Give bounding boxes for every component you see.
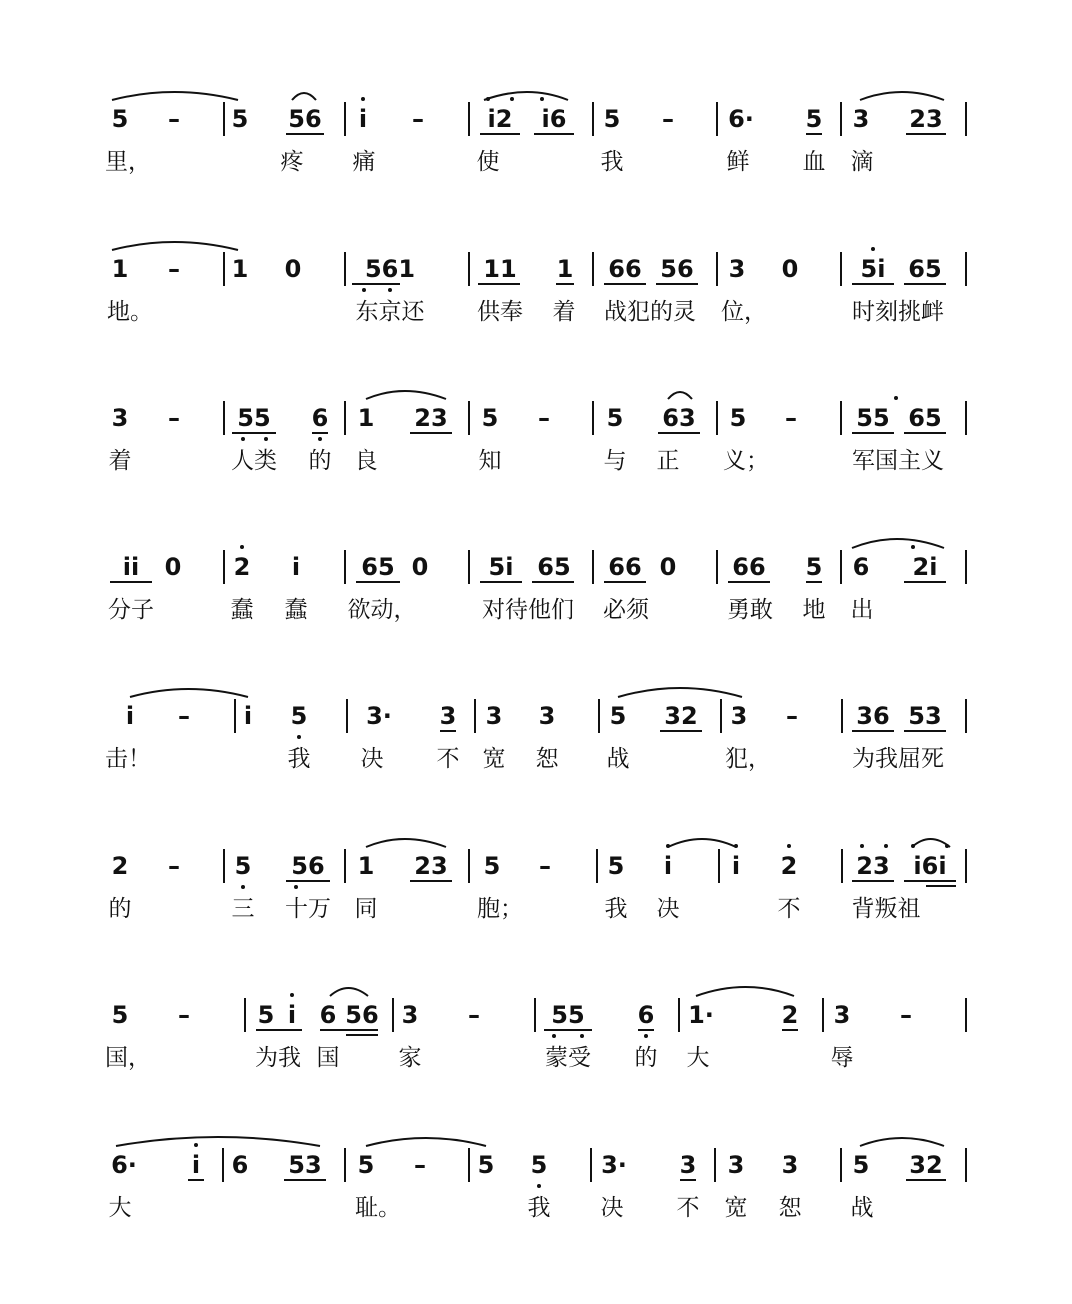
barline <box>468 401 470 435</box>
lyric: 战 <box>850 1195 874 1221</box>
note: 6 <box>852 553 870 581</box>
lyric: 地。 <box>107 299 153 325</box>
note: 5 <box>729 404 747 432</box>
note: 56 <box>660 255 694 283</box>
note: 6 <box>231 1151 249 1179</box>
lyric: 我 <box>527 1195 551 1221</box>
note: 55 <box>551 1001 585 1029</box>
lyric: 的 <box>308 448 332 474</box>
lyric: 勇敢 <box>727 597 773 623</box>
barline <box>222 1148 224 1182</box>
notation-line <box>0 687 1072 747</box>
note: 0 <box>164 553 182 581</box>
barline <box>716 102 718 136</box>
lyric: 着 <box>108 448 132 474</box>
barline <box>965 699 967 733</box>
barline <box>223 849 225 883</box>
note: 55 <box>237 404 271 432</box>
barline <box>965 401 967 435</box>
note: 5 <box>606 404 624 432</box>
barline <box>840 1148 842 1182</box>
note: 66 <box>608 255 642 283</box>
note: 3· <box>366 702 392 730</box>
note: 1 <box>556 255 574 283</box>
lyric: 犯， <box>725 746 771 772</box>
note: – <box>538 404 550 432</box>
note: 5 <box>290 702 308 730</box>
note: 5i <box>488 553 514 581</box>
barline <box>965 252 967 286</box>
lyric: 为我屈死 <box>852 746 944 772</box>
lyric: 人类 <box>231 448 277 474</box>
notation-line <box>0 1136 1072 1196</box>
lyric: 决 <box>656 896 680 922</box>
note: – <box>168 105 180 133</box>
barline <box>840 550 842 584</box>
note: 5 <box>607 852 625 880</box>
note: 11 <box>483 255 517 283</box>
score-system <box>0 986 1072 1135</box>
lyric: 宽 <box>724 1195 748 1221</box>
note: 65 <box>361 553 395 581</box>
lyric: 国 <box>316 1045 340 1071</box>
note: 53 <box>908 702 942 730</box>
lyric: 宽 <box>482 746 506 772</box>
lyric: 我 <box>604 896 628 922</box>
lyric: 的 <box>108 896 132 922</box>
note: 63 <box>662 404 696 432</box>
lyric: 位， <box>721 299 767 325</box>
note: 53 <box>288 1151 322 1179</box>
barline <box>468 102 470 136</box>
note: 5 <box>257 1001 275 1029</box>
barline <box>714 1148 716 1182</box>
lyric: 恕 <box>535 746 559 772</box>
lyric: 地 <box>802 597 826 623</box>
lyric: 义； <box>723 448 769 474</box>
barline <box>840 252 842 286</box>
ties-and-dots <box>0 538 1072 598</box>
note: 66 <box>608 553 642 581</box>
note: 3 <box>727 1151 745 1179</box>
lyric: 三 <box>231 896 255 922</box>
note: – <box>178 1001 190 1029</box>
note: 5 <box>603 105 621 133</box>
note: – <box>468 1001 480 1029</box>
note: 0 <box>284 255 302 283</box>
note: 5 <box>805 553 823 581</box>
note: 23 <box>909 105 943 133</box>
lyric-line <box>0 594 1072 634</box>
barline <box>344 401 346 435</box>
barline <box>841 849 843 883</box>
lyric: 战 <box>606 746 630 772</box>
note: 3 <box>730 702 748 730</box>
lyric: 击！ <box>105 746 151 772</box>
lyric: 对待他们 <box>482 597 574 623</box>
note: – <box>786 702 798 730</box>
barline <box>716 401 718 435</box>
score-system <box>0 837 1072 986</box>
score-system <box>0 687 1072 836</box>
note: ii <box>122 553 140 581</box>
lyric: 背叛祖 <box>851 896 921 922</box>
lyric: 良 <box>354 448 378 474</box>
note: i <box>663 852 673 880</box>
barline <box>344 252 346 286</box>
lyric: 时刻挑衅 <box>852 299 944 325</box>
lyric: 里， <box>105 149 151 175</box>
barline <box>244 998 246 1032</box>
notation-line <box>0 240 1072 300</box>
note: 5i <box>860 255 886 283</box>
barline <box>234 699 236 733</box>
note: 561 <box>364 255 416 283</box>
lyric-line <box>0 1042 1072 1082</box>
score-system <box>0 90 1072 239</box>
barline <box>840 102 842 136</box>
barline <box>592 102 594 136</box>
score-system <box>0 1136 1072 1285</box>
barline <box>965 550 967 584</box>
note: 3 <box>111 404 129 432</box>
note: 1 <box>111 255 129 283</box>
lyric-line <box>0 893 1072 933</box>
barline <box>592 401 594 435</box>
score-system <box>0 240 1072 389</box>
note: 5 <box>111 105 129 133</box>
barline <box>965 102 967 136</box>
note: 3 <box>852 105 870 133</box>
note: 32 <box>664 702 698 730</box>
note: 0 <box>781 255 799 283</box>
lyric: 战犯的灵 <box>604 299 696 325</box>
note: 36 <box>856 702 890 730</box>
lyric: 鲜 <box>726 149 750 175</box>
barline <box>596 849 598 883</box>
barline <box>822 998 824 1032</box>
note: 6 <box>637 1001 655 1029</box>
note: 1 <box>231 255 249 283</box>
lyric: 欲动， <box>347 597 417 623</box>
lyric: 同 <box>354 896 378 922</box>
note: – <box>168 255 180 283</box>
note: 5 <box>483 852 501 880</box>
note: 5 <box>111 1001 129 1029</box>
lyric: 出 <box>850 597 874 623</box>
barline <box>718 849 720 883</box>
note: 5 <box>357 1151 375 1179</box>
ties-and-dots <box>0 837 1072 897</box>
note: 5 <box>530 1151 548 1179</box>
barline <box>716 550 718 584</box>
note: 23 <box>414 404 448 432</box>
note: 2 <box>111 852 129 880</box>
note: 5 <box>609 702 627 730</box>
barline <box>468 849 470 883</box>
lyric: 为我 <box>255 1045 301 1071</box>
notation-line <box>0 986 1072 1046</box>
note: i <box>291 553 301 581</box>
score-system <box>0 389 1072 538</box>
lyric: 大 <box>108 1195 132 1221</box>
lyric: 蠢 <box>230 597 254 623</box>
barline <box>474 699 476 733</box>
note: 23 <box>414 852 448 880</box>
note: 1· <box>688 1001 714 1029</box>
lyric: 我 <box>287 746 311 772</box>
note: 66 <box>732 553 766 581</box>
note: 5 <box>477 1151 495 1179</box>
barline <box>965 849 967 883</box>
note: – <box>414 1151 426 1179</box>
note: – <box>168 852 180 880</box>
note: 3 <box>401 1001 419 1029</box>
notation-line <box>0 837 1072 897</box>
note: – <box>662 105 674 133</box>
barline <box>841 699 843 733</box>
lyric: 分子 <box>108 597 154 623</box>
note: 5 <box>481 404 499 432</box>
note: 6 <box>319 1001 337 1029</box>
lyric-line <box>0 743 1072 783</box>
note: 0 <box>411 553 429 581</box>
lyric: 不 <box>436 746 460 772</box>
note: 1 <box>357 852 375 880</box>
note: 23 <box>856 852 890 880</box>
barline <box>223 401 225 435</box>
lyric: 知 <box>478 448 502 474</box>
note: – <box>785 404 797 432</box>
note: 3 <box>833 1001 851 1029</box>
barline <box>716 252 718 286</box>
barline <box>468 1148 470 1182</box>
note: – <box>412 105 424 133</box>
note: 3· <box>601 1151 627 1179</box>
barline <box>840 401 842 435</box>
note: i <box>191 1151 201 1179</box>
note: i2 <box>487 105 513 133</box>
lyric: 正 <box>656 448 680 474</box>
lyric: 滴 <box>850 149 874 175</box>
lyric: 着 <box>552 299 576 325</box>
barline <box>598 699 600 733</box>
lyric: 使 <box>476 149 500 175</box>
note: – <box>168 404 180 432</box>
note: 0 <box>659 553 677 581</box>
note: i6i <box>913 852 947 880</box>
note: 3 <box>728 255 746 283</box>
note: 6· <box>728 105 754 133</box>
barline <box>344 102 346 136</box>
lyric: 辱 <box>830 1045 854 1071</box>
barline <box>534 998 536 1032</box>
note: 1 <box>357 404 375 432</box>
note: 55 <box>856 404 890 432</box>
barline <box>590 1148 592 1182</box>
note: 3 <box>538 702 556 730</box>
note: 6 <box>311 404 329 432</box>
lyric: 蠢 <box>284 597 308 623</box>
note: 56 <box>288 105 322 133</box>
barline <box>392 998 394 1032</box>
note: 5 <box>231 105 249 133</box>
note: 32 <box>909 1151 943 1179</box>
barline <box>720 699 722 733</box>
notation-line <box>0 538 1072 598</box>
note: 3 <box>485 702 503 730</box>
lyric: 痛 <box>352 149 376 175</box>
note: 56 <box>291 852 325 880</box>
barline <box>223 102 225 136</box>
note: 65 <box>537 553 571 581</box>
lyric: 决 <box>600 1195 624 1221</box>
note: 5 <box>852 1151 870 1179</box>
notation-line <box>0 389 1072 449</box>
note: i <box>243 702 253 730</box>
note: 2 <box>780 852 798 880</box>
lyric: 不 <box>777 896 801 922</box>
lyric: 胞； <box>477 896 523 922</box>
note: i6 <box>541 105 567 133</box>
note: i <box>731 852 741 880</box>
barline <box>223 252 225 286</box>
lyric-line <box>0 296 1072 336</box>
barline <box>468 252 470 286</box>
note: 3 <box>781 1151 799 1179</box>
note: – <box>178 702 190 730</box>
barline <box>223 550 225 584</box>
lyric-line <box>0 1192 1072 1232</box>
note: 2 <box>781 1001 799 1029</box>
notation-line <box>0 90 1072 150</box>
note: 2 <box>233 553 251 581</box>
note: 5 <box>234 852 252 880</box>
note: i <box>125 702 135 730</box>
barline <box>592 252 594 286</box>
barline <box>344 849 346 883</box>
lyric: 国， <box>105 1045 151 1071</box>
lyric: 供奉 <box>477 299 523 325</box>
lyric: 血 <box>802 149 826 175</box>
lyric: 不 <box>676 1195 700 1221</box>
lyric: 疼 <box>280 149 304 175</box>
barline <box>344 550 346 584</box>
note: 6· <box>111 1151 137 1179</box>
lyric: 家 <box>398 1045 422 1071</box>
note: 2i <box>912 553 938 581</box>
lyric: 军国主义 <box>852 448 944 474</box>
lyric: 十万 <box>285 896 331 922</box>
note: 3 <box>439 702 457 730</box>
lyric: 必须 <box>603 597 649 623</box>
lyric: 的 <box>634 1045 658 1071</box>
lyric: 东京还 <box>355 299 425 325</box>
note: 3 <box>679 1151 697 1179</box>
barline <box>965 1148 967 1182</box>
note: 65 <box>908 255 942 283</box>
note: 5 <box>805 105 823 133</box>
note: i <box>358 105 368 133</box>
lyric: 我 <box>600 149 624 175</box>
barline <box>346 699 348 733</box>
barline <box>965 998 967 1032</box>
note: 56 <box>345 1001 379 1029</box>
lyric-line <box>0 146 1072 186</box>
note: 65 <box>908 404 942 432</box>
barline <box>468 550 470 584</box>
lyric: 决 <box>360 746 384 772</box>
lyric: 蒙受 <box>545 1045 591 1071</box>
lyric: 大 <box>686 1045 710 1071</box>
lyric: 耻。 <box>355 1195 401 1221</box>
lyric-line <box>0 445 1072 485</box>
lyric: 与 <box>603 448 627 474</box>
barline <box>344 1148 346 1182</box>
note: – <box>539 852 551 880</box>
barline <box>678 998 680 1032</box>
note: – <box>900 1001 912 1029</box>
note: i <box>287 1001 297 1029</box>
score-system <box>0 538 1072 687</box>
barline <box>592 550 594 584</box>
lyric: 恕 <box>778 1195 802 1221</box>
